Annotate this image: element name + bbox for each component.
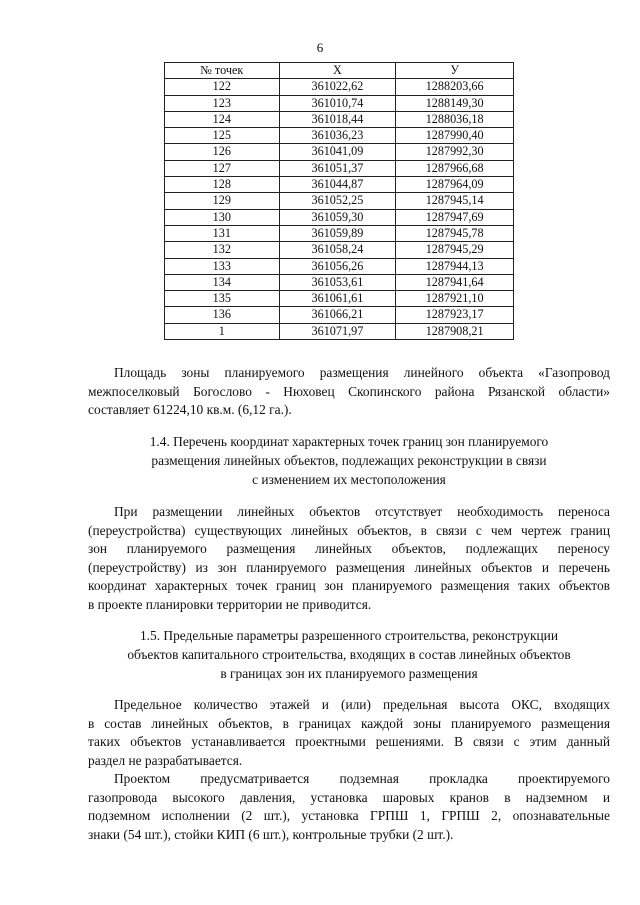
heading-line: с изменением их местоположения bbox=[252, 472, 446, 487]
table-row bbox=[165, 144, 514, 160]
cell-y: 1287941,64 bbox=[396, 274, 514, 290]
cell-point-number: 124 bbox=[165, 111, 280, 127]
text-line: (переустройства) существующих линейных объектов, в связи с чем чертеж границ bbox=[88, 522, 610, 538]
table-row bbox=[165, 95, 514, 111]
cell-x: 361056,26 bbox=[279, 258, 396, 274]
cell-point-number: 132 bbox=[165, 242, 280, 258]
coordinates-table bbox=[164, 62, 514, 340]
cell-point-number: 135 bbox=[165, 291, 280, 307]
section-1-5-paragraph-2 bbox=[88, 770, 610, 844]
section-1-4-paragraph bbox=[88, 503, 610, 615]
cell-x: 361051,37 bbox=[279, 160, 396, 176]
cell-x: 361066,21 bbox=[279, 307, 396, 323]
text-line: в проекте планировки территории не приводится. bbox=[88, 596, 372, 612]
heading-line: объектов капитального строительства, входящих в состав линейных объектов bbox=[127, 647, 571, 662]
cell-x: 361053,61 bbox=[279, 274, 396, 290]
page-number: 6 bbox=[316, 40, 324, 55]
cell-y: 1288149,30 bbox=[396, 95, 514, 111]
table-row bbox=[165, 193, 514, 209]
table-row bbox=[165, 274, 514, 290]
text-line: в состав линейных объектов, в границах каждой зоны планируемого размещения bbox=[88, 715, 610, 731]
cell-y: 1287990,40 bbox=[396, 128, 514, 144]
cell-x: 361036,23 bbox=[279, 128, 396, 144]
cell-x: 361041,09 bbox=[279, 144, 396, 160]
cell-point-number: 128 bbox=[165, 177, 280, 193]
cell-x: 361052,25 bbox=[279, 193, 396, 209]
cell-y: 1287921,10 bbox=[396, 291, 514, 307]
text-line: раздел не разрабатывается. bbox=[88, 752, 243, 768]
table-body bbox=[165, 79, 514, 340]
cell-x: 361059,30 bbox=[279, 209, 396, 225]
cell-x: 361058,24 bbox=[279, 242, 396, 258]
cell-y: 1287964,09 bbox=[396, 177, 514, 193]
cell-y: 1287966,68 bbox=[396, 160, 514, 176]
table-row bbox=[165, 225, 514, 241]
table-header-row bbox=[165, 63, 514, 79]
text-line: газопровода высокого давления, установка шаровых кранов в надземном и bbox=[88, 789, 610, 805]
text-line: При размещении линейных объектов отсутствует необходимость переноса bbox=[114, 504, 610, 519]
text-line: межпоселковый Богослово - Нюховец Скопинского района Рязанской области» bbox=[88, 383, 610, 399]
text-line: таких объектов устанавливается проектными решениями. В связи с этим данный bbox=[88, 734, 610, 750]
cell-y: 1287992,30 bbox=[396, 144, 514, 160]
cell-point-number: 125 bbox=[165, 128, 280, 144]
header-y: У bbox=[396, 63, 514, 79]
cell-y: 1287908,21 bbox=[396, 323, 514, 339]
cell-y: 1287923,17 bbox=[396, 307, 514, 323]
cell-x: 361059,89 bbox=[279, 225, 396, 241]
cell-y: 1287945,14 bbox=[396, 193, 514, 209]
cell-point-number: 129 bbox=[165, 193, 280, 209]
heading-line: размещения линейных объектов, подлежащих реконструкции в связи bbox=[151, 453, 547, 468]
area-paragraph bbox=[88, 364, 610, 420]
text-line: Площадь зоны планируемого размещения линейного объекта «Газопровод bbox=[114, 365, 610, 380]
cell-y: 1288036,18 bbox=[396, 111, 514, 127]
text-line: составляет 61224,10 кв.м. (6,12 га.). bbox=[88, 402, 292, 418]
text-line: Проектом предусматривается подземная прокладка проектируемого bbox=[114, 771, 610, 786]
cell-y: 1288203,66 bbox=[396, 79, 514, 95]
section-1-5-paragraph-1 bbox=[88, 696, 610, 770]
cell-point-number: 126 bbox=[165, 144, 280, 160]
text-line: зон планируемого размещения линейных объектов, подлежащих переносу bbox=[88, 541, 610, 557]
cell-x: 361071,97 bbox=[279, 323, 396, 339]
cell-point-number: 131 bbox=[165, 225, 280, 241]
table-row bbox=[165, 128, 514, 144]
table-row bbox=[165, 111, 514, 127]
cell-x: 361044,87 bbox=[279, 177, 396, 193]
cell-point-number: 130 bbox=[165, 209, 280, 225]
cell-x: 361022,62 bbox=[279, 79, 396, 95]
section-1-5-title bbox=[88, 626, 610, 683]
cell-point-number: 127 bbox=[165, 160, 280, 176]
cell-y: 1287947,69 bbox=[396, 209, 514, 225]
cell-x: 361061,61 bbox=[279, 291, 396, 307]
table-row bbox=[165, 209, 514, 225]
table-row bbox=[165, 160, 514, 176]
cell-y: 1287944,13 bbox=[396, 258, 514, 274]
heading-line: 1.4. Перечень координат характерных точек границ зон планируемого bbox=[149, 434, 549, 449]
cell-point-number: 134 bbox=[165, 274, 280, 290]
cell-point-number: 122 bbox=[165, 79, 280, 95]
cell-point-number: 123 bbox=[165, 95, 280, 111]
text-line: знаки (54 шт.), стойки КИП (6 шт.), контрольные трубки (2 шт.). bbox=[88, 826, 454, 842]
section-1-4-title bbox=[88, 432, 610, 489]
table-row bbox=[165, 291, 514, 307]
text-line: Предельное количество этажей и (или) предельная высота ОКС, входящих bbox=[114, 697, 610, 712]
table-row bbox=[165, 258, 514, 274]
cell-point-number: 1 bbox=[165, 323, 280, 339]
table-row bbox=[165, 177, 514, 193]
cell-x: 361018,44 bbox=[279, 111, 396, 127]
cell-point-number: 133 bbox=[165, 258, 280, 274]
cell-point-number: 136 bbox=[165, 307, 280, 323]
header-point-number: № точек bbox=[165, 63, 280, 79]
table-row bbox=[165, 323, 514, 339]
table-row bbox=[165, 307, 514, 323]
text-line: (переустройству) из зон планируемого размещения линейных объектов и перечень bbox=[88, 559, 610, 575]
text-line: подземном исполнении (2 шт.), установка ГРПШ 1, ГРПШ 2, опознавательные bbox=[88, 808, 610, 824]
text-line: координат характерных точек границ зон планируемого размещения таких объектов bbox=[88, 578, 610, 594]
cell-y: 1287945,78 bbox=[396, 225, 514, 241]
cell-y: 1287945,29 bbox=[396, 242, 514, 258]
heading-line: в границах зон их планируемого размещения bbox=[220, 666, 478, 681]
cell-x: 361010,74 bbox=[279, 95, 396, 111]
table-row bbox=[165, 79, 514, 95]
table-row bbox=[165, 242, 514, 258]
header-x: X bbox=[279, 63, 396, 79]
heading-line: 1.5. Предельные параметры разрешенного строительства, реконструкции bbox=[139, 628, 559, 643]
